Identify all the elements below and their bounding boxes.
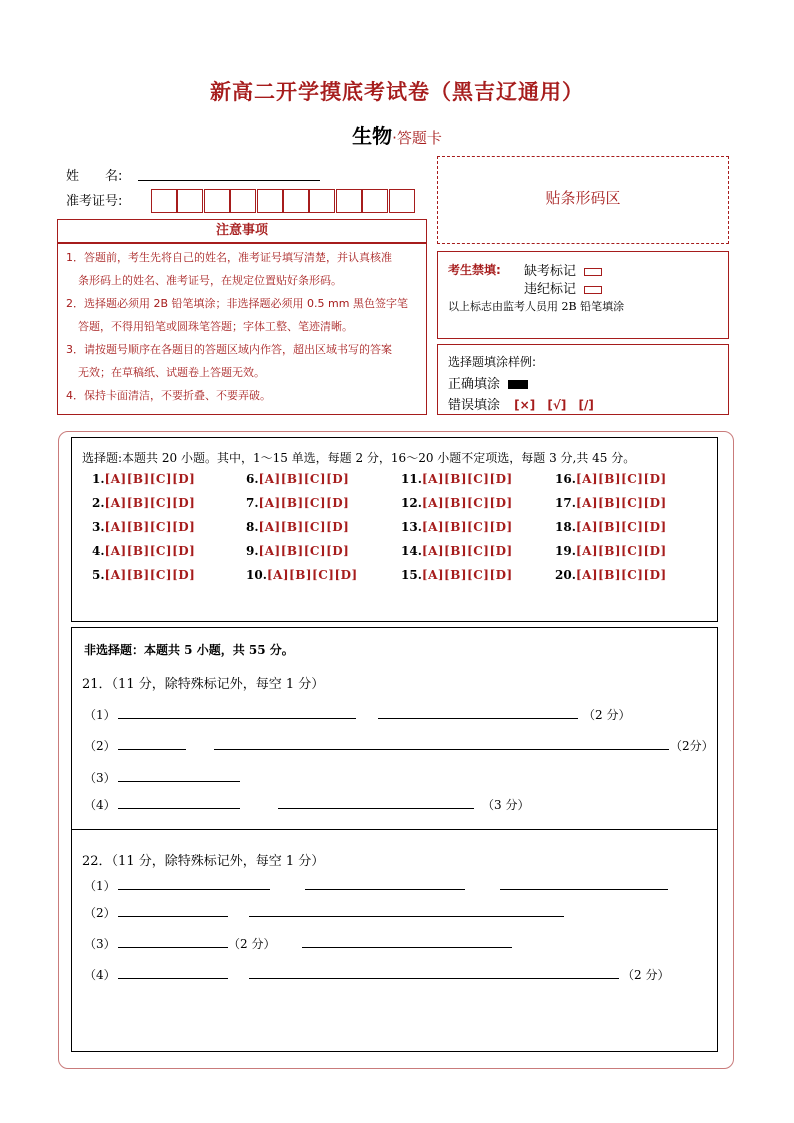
mcq-question-options[interactable] (92, 496, 195, 510)
wrong-mark-check: [√] (547, 398, 567, 412)
wrong-fill-label: 错误填涂 (448, 398, 501, 413)
q22-part2-blank-a[interactable] (118, 916, 228, 917)
mcq-question-number: 12. (401, 496, 422, 510)
barcode-label: 贴条形码区 (545, 189, 621, 207)
mcq-question-number: 3. (92, 520, 105, 534)
exam-id-digit-box[interactable] (362, 189, 388, 213)
q22-part1-blank-c[interactable] (500, 889, 668, 890)
mcq-question-options[interactable] (401, 568, 513, 582)
mcq-question-number: 13. (401, 520, 422, 534)
correct-fill-label: 正确填涂 (448, 377, 501, 392)
mcq-option-brackets[interactable]: [A][B][C][D] (421, 496, 513, 510)
mcq-question-options[interactable] (401, 544, 513, 558)
mcq-option-brackets[interactable]: [A][B][C][D] (104, 520, 196, 534)
q21-part4-points: （3 分） (482, 798, 530, 812)
q21-part3-blank[interactable] (118, 781, 240, 782)
notice-header-box (57, 219, 427, 243)
mcq-option-brackets[interactable]: [A][B][C][D] (104, 544, 196, 558)
notice-item: 2．选择题必须用 2B 铅笔填涂；非选择题必须用 0.5 mm 黑色签字笔 (66, 297, 408, 310)
q22-part1-blank-b[interactable] (305, 889, 465, 890)
q22-part3-blank-b[interactable] (302, 947, 512, 948)
mcq-option-brackets[interactable]: [A][B][C][D] (104, 472, 196, 486)
mcq-question-options[interactable] (246, 568, 358, 582)
notice-item: 3．请按题号顺序在各题目的答题区域内作答，超出区域书写的答案 (66, 343, 392, 356)
wrong-mark-slash: [/] (578, 398, 594, 412)
mcq-instruction: 选择题:本题共 20 小题。其中，1～15 单选，每题 2 分，16～20 小题不定项选，每题 3 分,共 45 分。 (82, 451, 636, 465)
mcq-question-number: 19. (555, 544, 576, 558)
q21-part2-points: （2分） (670, 739, 714, 753)
mcq-option-brackets[interactable]: [A][B][C][D] (575, 472, 667, 486)
q22-part3-points: （2 分） (228, 937, 276, 951)
mcq-question-options[interactable] (401, 520, 513, 534)
q22-part4-label: （4） (84, 968, 116, 982)
mcq-option-brackets[interactable]: [A][B][C][D] (258, 520, 350, 534)
violation-mark-row[interactable] (524, 278, 602, 297)
mcq-question-options[interactable] (555, 544, 667, 558)
mcq-option-brackets[interactable]: [A][B][C][D] (421, 472, 513, 486)
notice-box (57, 243, 427, 415)
forbidden-note: 以上标志由监考人员用 2B 铅笔填涂 (448, 300, 625, 313)
q21-q22-divider (72, 829, 717, 830)
mcq-question-options[interactable] (92, 472, 195, 486)
mcq-option-brackets[interactable]: [A][B][C][D] (575, 520, 667, 534)
exam-id-digit-box[interactable] (230, 189, 256, 213)
absent-mark-box[interactable] (584, 268, 602, 276)
mcq-question-number: 18. (555, 520, 576, 534)
mcq-question-number: 8. (246, 520, 259, 534)
mcq-question-number: 14. (401, 544, 422, 558)
notice-item: 答题，不得用铅笔或圆珠笔答题；字体工整、笔迹清晰。 (78, 320, 353, 333)
mcq-question-options[interactable] (401, 496, 513, 510)
non-mcq-instruction: 非选择题：本题共 5 小题，共 55 分。 (84, 643, 294, 657)
name-label: 姓 名: (66, 169, 123, 184)
mcq-question-number: 7. (246, 496, 259, 510)
mcq-option-brackets[interactable]: [A][B][C][D] (421, 520, 513, 534)
notice-item: 4．保持卡面清洁，不要折叠、不要弄破。 (66, 389, 271, 402)
mcq-option-brackets[interactable]: [A][B][C][D] (104, 568, 196, 582)
id-label: 准考证号: (66, 194, 123, 209)
mcq-question-options[interactable] (92, 544, 195, 558)
mcq-question-options[interactable] (92, 520, 195, 534)
mcq-question-options[interactable] (555, 568, 667, 582)
q21-part4-blank-b[interactable] (278, 808, 474, 809)
fill-example-box (437, 344, 729, 415)
q22-part2-label: （2） (84, 906, 116, 920)
subject-name: 生物 (352, 124, 393, 148)
exam-id-digit-box[interactable] (336, 189, 362, 213)
q22-part4-points: （2 分） (622, 968, 670, 982)
absent-mark-label: 缺考标记 (524, 264, 577, 279)
mcq-option-brackets[interactable]: [A][B][C][D] (258, 472, 350, 486)
q21-part4-blank-a[interactable] (118, 808, 240, 809)
mcq-question-options[interactable] (555, 496, 667, 510)
mcq-question-number: 9. (246, 544, 259, 558)
q21-part3-label: （3） (84, 771, 116, 785)
q21-part1-blank-b[interactable] (378, 718, 578, 719)
q21-part2-blank-b[interactable] (214, 749, 669, 750)
card-subtitle (0, 120, 794, 149)
name-field[interactable] (138, 180, 320, 181)
mcq-option-brackets[interactable]: [A][B][C][D] (575, 496, 667, 510)
mcq-question-options[interactable] (92, 568, 195, 582)
mcq-question-number: 5. (92, 568, 105, 582)
wrong-fill-row (448, 394, 594, 413)
mcq-question-number: 11. (401, 472, 422, 486)
mcq-question-options[interactable] (246, 520, 349, 534)
mcq-question-number: 6. (246, 472, 259, 486)
q22-part3-label: （3） (84, 937, 116, 951)
absent-mark-row[interactable] (524, 260, 602, 279)
mcq-option-brackets[interactable]: [A][B][C][D] (421, 568, 513, 582)
mcq-option-brackets[interactable]: [A][B][C][D] (575, 544, 667, 558)
notice-item: 无效；在草稿纸、试题卷上答题无效。 (78, 366, 265, 379)
barcode-area (437, 156, 729, 244)
mcq-question-number: 4. (92, 544, 105, 558)
mcq-question-number: 17. (555, 496, 576, 510)
violation-mark-label: 违纪标记 (524, 282, 577, 297)
mcq-option-brackets[interactable]: [A][B][C][D] (421, 544, 513, 558)
mcq-question-options[interactable] (401, 472, 513, 486)
fill-example-title: 选择题填涂样例: (448, 355, 537, 369)
mcq-option-brackets[interactable]: [A][B][C][D] (258, 544, 350, 558)
notice-item: 条形码上的姓名、准考证号，在规定位置贴好条形码。 (78, 274, 342, 287)
mcq-question-number: 20. (555, 568, 576, 582)
filled-mark-icon (508, 380, 528, 389)
exam-id-digit-box[interactable] (151, 189, 177, 213)
mcq-question-options[interactable] (246, 472, 349, 486)
forbidden-box (437, 251, 729, 339)
wrong-mark-x: [×] (514, 398, 536, 412)
mcq-question-options[interactable] (246, 544, 349, 558)
q22-part2-blank-b[interactable] (249, 916, 564, 917)
q21-part2-blank-a[interactable] (118, 749, 186, 750)
q22-part1-blank-a[interactable] (118, 889, 270, 890)
mcq-question-options[interactable] (246, 496, 349, 510)
mcq-question-number: 16. (555, 472, 576, 486)
exam-id-digit-box[interactable] (309, 189, 335, 213)
forbidden-label: 考生禁填: (448, 263, 501, 277)
mcq-option-brackets[interactable]: [A][B][C][D] (575, 568, 667, 582)
q21-part1-blank-a[interactable] (118, 718, 356, 719)
exam-id-digit-box[interactable] (204, 189, 230, 213)
notice-item: 1．答题前，考生先将自己的姓名，准考证号填写清楚，并认真核准 (66, 251, 392, 264)
exam-id-digit-box[interactable] (257, 189, 283, 213)
mcq-question-options[interactable] (555, 520, 667, 534)
mcq-question-number: 10. (246, 568, 267, 582)
q21-part2-label: （2） (84, 739, 116, 753)
q21-part1-label: （1） (84, 708, 116, 722)
exam-title: 新高二开学摸底考试卷（黑吉辽通用） (210, 80, 584, 104)
exam-id-digit-box[interactable] (389, 189, 415, 213)
violation-mark-box[interactable] (584, 286, 602, 294)
exam-id-digit-box[interactable] (283, 189, 309, 213)
q21-part1-points: （2 分） (583, 708, 631, 722)
notice-heading: 注意事项 (215, 223, 268, 238)
mcq-question-number: 15. (401, 568, 422, 582)
mcq-option-brackets[interactable]: [A][B][C][D] (104, 496, 196, 510)
q21-part4-label: （4） (84, 798, 116, 812)
mcq-question-number: 2. (92, 496, 105, 510)
exam-id-digit-box[interactable] (177, 189, 203, 213)
card-suffix: ·答题卡 (392, 129, 442, 147)
correct-fill-row (448, 373, 528, 392)
mcq-question-options[interactable] (555, 472, 667, 486)
q21-title: 21．（11 分，除特殊标记外，每空 1 分） (82, 677, 325, 692)
mcq-option-brackets[interactable]: [A][B][C][D] (266, 568, 358, 582)
mcq-question-number: 1. (92, 472, 105, 486)
q22-part1-label: （1） (84, 879, 116, 893)
mcq-option-brackets[interactable]: [A][B][C][D] (258, 496, 350, 510)
q22-part3-blank-a[interactable] (118, 947, 228, 948)
q22-part4-blank-b[interactable] (249, 978, 619, 979)
q22-part4-blank-a[interactable] (118, 978, 228, 979)
q22-title: 22．（11 分，除特殊标记外，每空 1 分） (82, 854, 325, 869)
